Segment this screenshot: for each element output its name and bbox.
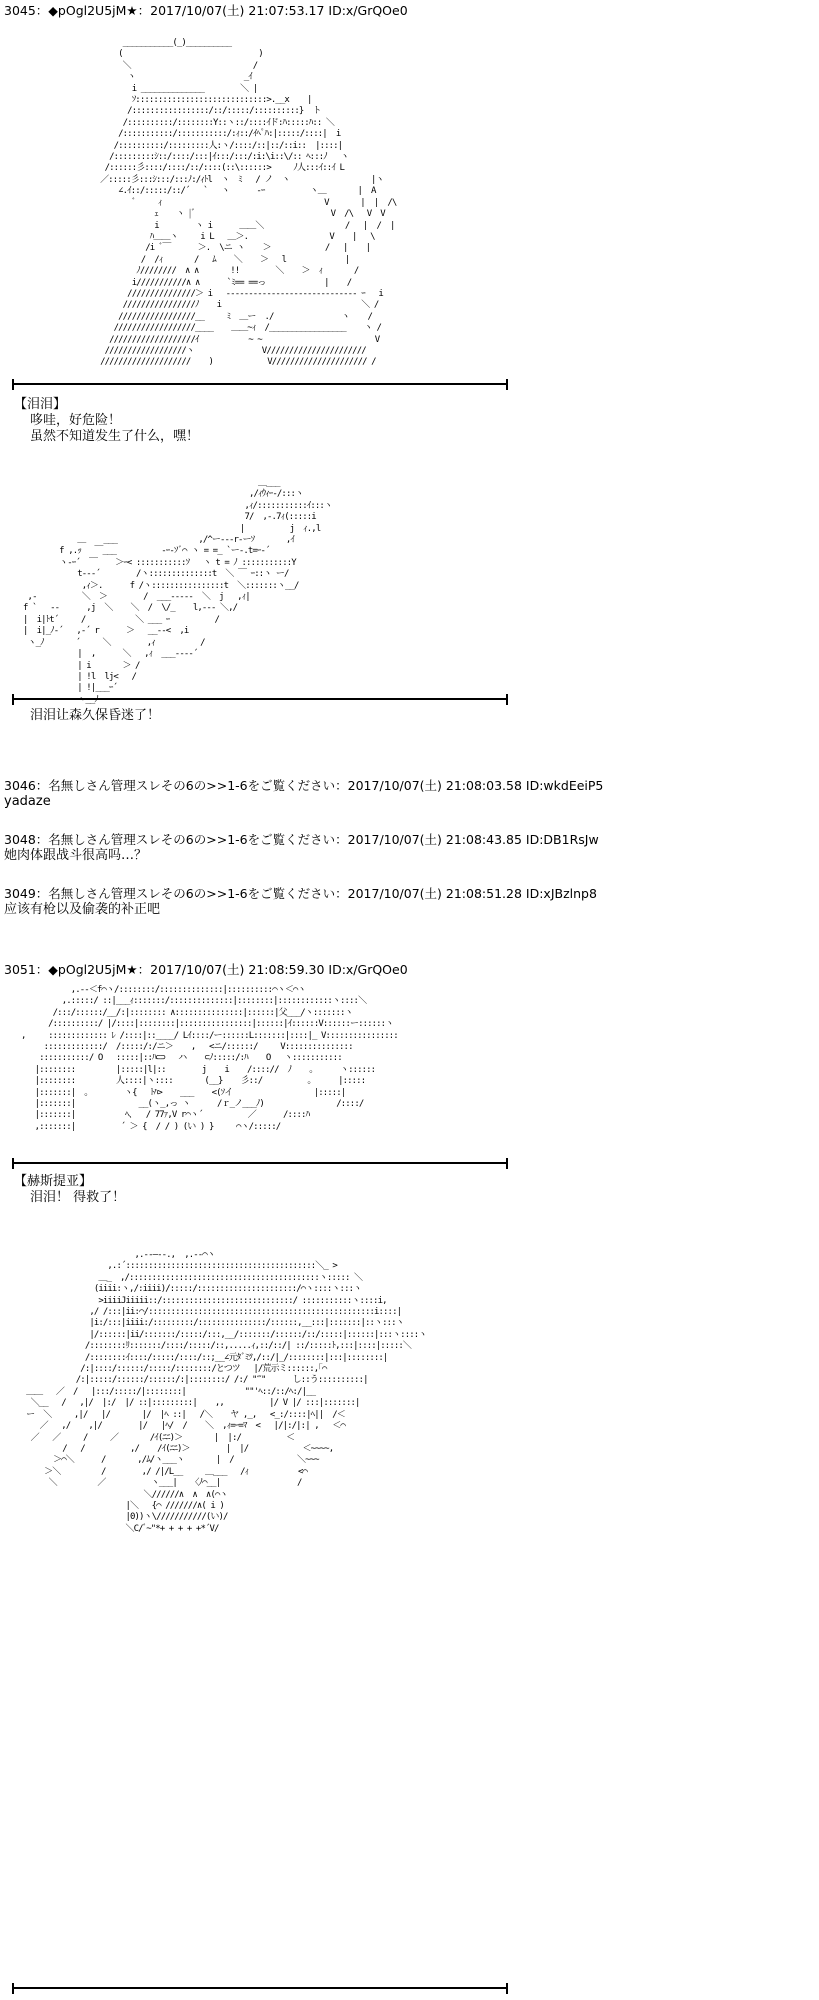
dialogue-line: 泪泪让森久保昏迷了！ (30, 708, 161, 723)
post-header-3046: 3046：名無しさん管理スレその6の>>1-6をご覧ください：2017/10/07(土) 21:08:03.58 ID:wkdEeiP5 (4, 778, 604, 793)
ascii-art-1: ___________(_)__________ ( ) ＼ / ヽ _ｲ i ______________ ＼ | ｿ:::::::::::::::::::::::::::::>.__x | /:::::::::::::::::/::/:::::/::::::::::} ト /::::::::::/::::::::Y::ヽ::/::::ｲド:ﾊ:::::ﾊ:: ＼ /:::::::::::/:::::::::::/:ｨ::/ｲﾍﾟﾊ:|:::::/::::| i /::::::::::/:::::::::人:ヽ/::::/::|::/::i:: |::::| /:::::::::ｼ::/::::/:::|ｲ:::/:::/:i:\i::\/:: ﾍ:::ﾉ ヽ /::::::彡::::/::::/::/::::(::\::::::> ﾉ人:::ｲ::ｲ L ／:::::彡:::ｼ:::/:::ﾉ:/ｨﾄl ヽ ﾐ / ノ ヽ |ヽ ∠.ｲ::/:::::/::/´ ` ヽ -ｰ ヽ＿ | A ﾞ ｨ V | | /\ ｪ ヽ |ﾞ V /\ V V i ヽ i ＿＿＼ / | / | ﾊ＿＿ヽ i L ＿＞. V | \ /i ﾞ￣ ＞. \ニ ヽ ＞ / | | / /ｨ / ﾑ ＼ ＞ l | ﾉ//////// ∧ ∧ !! ＼ ＞ ｨ / i///////////∧ ∧ `ﾐ== ==っ | / ///////////////＞ i ----------------------------- ｰ i ////////////////ﾉ i ＼ / /////////////////__ ﾐ ＿ー ./ ヽ / //////////////////____ ＿＿~ｨ /_________________ ヽ / ///////////////////ｲ ~ ~ V //////////////////ヽ V////////////////////// //////////////////// ) V///////////////////// / (100, 38, 397, 368)
post-body-3048: 她肉体跟战斗很高吗…？ (4, 848, 148, 863)
post-header-3045: 3045：◆pOgl2U5jM★：2017/10/07(土) 21:07:53.17 ID:x/GrQOe0 (4, 3, 408, 18)
speaker-label-leilei: 【泪泪】 (14, 397, 67, 412)
post-header-3051: 3051：◆pOgl2U5jM★：2017/10/07(土) 21:08:59.30 ID:x/GrQOe0 (4, 962, 408, 977)
section-divider (12, 1987, 508, 1989)
dialogue-line: 虽然不知道发生了什么，嘿！ (30, 429, 200, 444)
section-divider (12, 383, 508, 385)
ascii-art-2: ＿___ ,/ｨｳｨｰ-/:::ヽ ,ｨ/:::::::::::ｲ:::ヽ 7/ ,-.7ｨ(:::::i | j ｨ.,l ＿ ___ ,/^ー---r-ーｿ ,ｲ f ,.ｯ ￣___ -ｰ-ｿﾞ⌒ ヽ = =_ `ー-.t=ｰ-´ ヽ-ｰ´ ￣ ＞ｰ< :::::::::::ｿ ヽ t = ﾉ :::::::::::Y t---´ /ヽ::::::::::::::t ＼ ￣ ｰ::ヽ ー/ ,ｨ＞. f /ヽ::::::::::::::::t ＼:::::::ヽ__/ ,- ＼ ＞ / ___----- ＼ j ,ｨ| f ` -- ,j ＼ ＼ / \/_ l,--- ＼,/ | i|ﾄt´ / ＼ ___ ｰ / | i|_ﾉ-´ ,-´ r ＞ __--< ,i ヽ_ﾉ ´ ＼ ,ｨ / | , ＼ ,ｨ ___----´ | i ＞ / | !l lj< / | !|___ｰ´ ヽ__ﾉ (23, 478, 333, 705)
ascii-art-3: ,.--＜f⌒ヽ/::::::::/::::::::::::::|::::::::::⌒ヽ＜⌒ヽ ,.:::::/ ::|___ｨ:::::::/::::::::::::::|::::::::|::::::::::::ヽ::::＼ /:::/::::::/__/:|:::::::: ∧:::::::::::::::|::::::|父___/ヽ:::::::ヽ /::::::::::/ |/::::|::::::::|::::::::::::::::|::::::|ｲ::::::V::::::ー::::::ヽ , ::::::::::::: ﾚ /::::|::____/ Lｲ::::/ー::::::L:::::::|::::|_ V:::::::::::::::: :::::::::::::/ /:::::/:/ニ＞ , <ニ/::::::/ V::::::::::::::: :::::::::::/ O :::::|::ﾊ⊂⊃ ハ ⊂ﾉ:::::/:ﾊ O ヽ::::::::::: |:::::::: |:::::|l|:: j i /::::// ﾉ 。 ヽ:::::: |:::::::: 人::::|ヽ:::: (__} 彡::/ 。 |::::: |:::::::| 。 ヽ{ ﾄﾊ> ___ <(ｿイ |:::::| |:::::::| __(ヽ_,っ ヽ /ｒ_ノ___ﾉ) /::::/ |:::::::| ﾍ、 / 77ｧ,V r⌒ヽ´ ／ /::::ﾊ ,:::::::| ´ ＞ { / / ) (い ) } ⌒ヽ/:::::/ (21, 985, 398, 1132)
post-header-3049: 3049：名無しさん管理スレその6の>>1-6をご覧ください：2017/10/07(土) 21:08:51.28 ID:xJBzlnp8 (4, 886, 597, 901)
post-body-3046: yadaze (4, 794, 51, 809)
dialogue-line: 哆哇，好危险！ (30, 413, 122, 428)
speaker-label-hestia: 【赫斯提亚】 (14, 1174, 93, 1189)
ascii-art-4: ,.--―--., ,.--⌒ヽ ,.:´::::::::::::::::::::::::::::::::::::::::::＼_ > ＿_ ,/::::::::::::::::::::::::::::::::::::::::::ヽ::::: ＼ (iiii:ヽ,/:iiii)/:::::/::::::::::::::::::::::/⌒ヽ::::ヽ:::ヽ >iiiiJiiiii::/:::::::::::::::::::::::::::::/ :::::::::::ヽ::::i, ,/ /:::|ii:⌒/::::::::::::::::::::::::::::::::::::::::::::::::::i::::| |i:/:::|iiii:/:::::::::/:::::::::::::::/::::::,__:::|:::::::|::ヽ:::ヽ |/::::::|ii/:::::::/:::::/:::,__/:::::::/::::::/::/:::::|::::::|:::ヽ::::ヽ /::::::::ﾘ:::::::/::::/:::::/::,.....ｨ,::/::/| ::/:::::ﾄ,:::|::::|:::::＼ /::::::::ｲ::::/:::::/::::/::;__∠元ﾀﾞﾐﾂ,/::/|_/::::::::|:::|::::::::| /:|::::/::::::/:::::/::::::::/とつツ |/荒示ミ::::::,｢⌒ /:|:::::/::::::/::::::/:|::::::::/ /:/ "‴" し::う::::::::::| ＿＿ ／ / |:::/:::::/|::::::::| ""'ﾍ::/::/ﾍ:/|__ ＼__ / ,|/ |:/ |/ ::|:::::::::| ,, |/ V |/ :::|:::::::| ー ＼ ,|/ |/ |/ |ﾍ ::| /＼ ヤ ,_, <_:/::::|ﾍ|| /＜ ／ ,/ ,|/ |/ |ﾍ/ / ＼ ,ｨ=ｰ=ﾏ < |/|:/|:| , ＜⌒ ／ ／ / ／ /ｲ(ﾆﾆ)＞ | |:/ ＜ / / ,/ /ｲ(ﾆﾆ)＞ | |/ ＜~~~~, ＞⌒＼ / ,/ﾑ/ヽ___ヽ | / ＼~~~ ＞＼ / ,/ /|/L__ ＿___ /ｨ <⌒ ＼ ／ ヽ___| 〈ﾉ⌒__| / ＼//////∧ ∧ ∧(⌒ヽ |＼ {⌒ ///////∧( i ) |0))ヽ\///////////(い)/ ＼C/ﾞ~"*+ + + + +*´V/ (26, 1250, 427, 1534)
post-body-3049: 应该有枪以及偷袭的补正吧 (4, 902, 161, 917)
section-divider (12, 698, 508, 700)
section-divider (12, 1162, 508, 1164)
dialogue-line: 泪泪！ 得救了！ (30, 1190, 126, 1205)
post-header-3048: 3048：名無しさん管理スレその6の>>1-6をご覧ください：2017/10/07(土) 21:08:43.85 ID:DB1RsJw (4, 832, 599, 847)
